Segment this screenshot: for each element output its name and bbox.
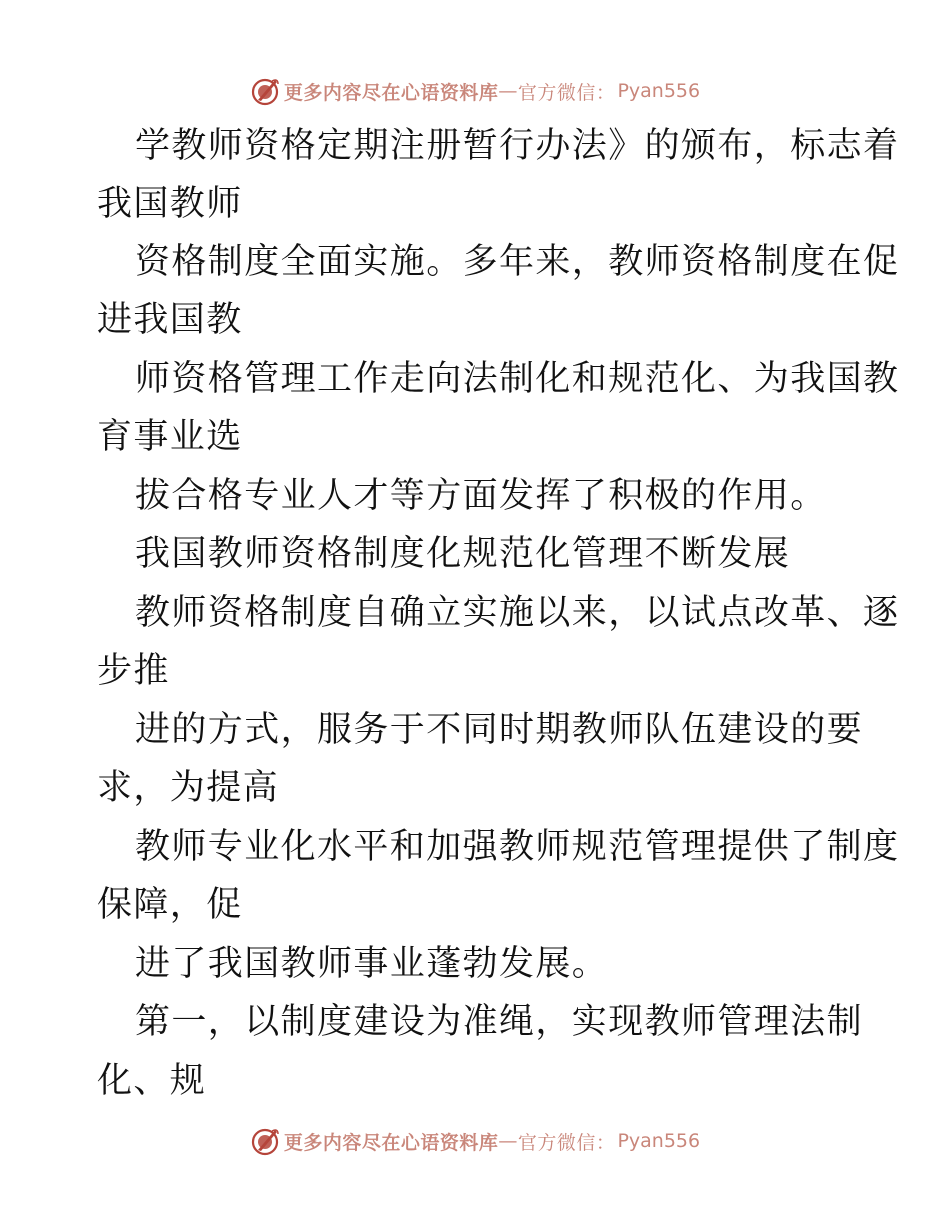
text-line: 我国教师资格制度化规范化管理不断发展 — [135, 534, 791, 574]
text-line: 我国教师 — [97, 184, 243, 224]
banner-dash: — — [498, 1130, 518, 1152]
banner-wechat-label: 官方微信： — [517, 81, 616, 104]
banner-dash: — — [498, 80, 518, 102]
text-line: 保障，促 — [97, 885, 243, 925]
text-line: 求，为提高 — [97, 768, 280, 808]
quill-logo-icon — [250, 1126, 280, 1156]
text-line: 教师资格制度自确立实施以来，以试点改革、逐 — [135, 593, 900, 633]
text-line: 拔合格专业人才等方面发挥了积极的作用。 — [135, 476, 827, 516]
banner-promo-text: 更多内容尽在心语资料库 — [283, 81, 499, 104]
text-line: 教师专业化水平和加强教师规范管理提供了制度 — [135, 827, 900, 867]
banner-wechat-id: Pyan556 — [617, 80, 701, 102]
footer-banner — [0, 1121, 950, 1161]
banner-wechat-id: Pyan556 — [617, 1130, 701, 1152]
text-line: 进我国教 — [97, 300, 243, 340]
text-line: 资格制度全面实施。多年来，教师资格制度在促 — [135, 242, 900, 282]
text-line: 第一，以制度建设为准绳，实现教师管理法制 — [135, 1002, 864, 1042]
banner-wechat-label: 官方微信： — [517, 1131, 616, 1154]
text-line: 化、规 — [97, 1061, 207, 1101]
text-line: 进了我国教师事业蓬勃发展。 — [135, 944, 609, 984]
text-line: 学教师资格定期注册暂行办法》的颁布，标志着 — [135, 126, 900, 166]
quill-logo-icon — [250, 76, 280, 106]
text-line: 师资格管理工作走向法制化和规范化、为我国教 — [135, 359, 900, 399]
banner-promo-text: 更多内容尽在心语资料库 — [283, 1131, 499, 1154]
header-banner — [0, 71, 950, 111]
text-line: 育事业选 — [97, 417, 243, 457]
text-line: 步推 — [97, 651, 170, 691]
text-line: 进的方式，服务于不同时期教师队伍建设的要 — [135, 710, 864, 750]
